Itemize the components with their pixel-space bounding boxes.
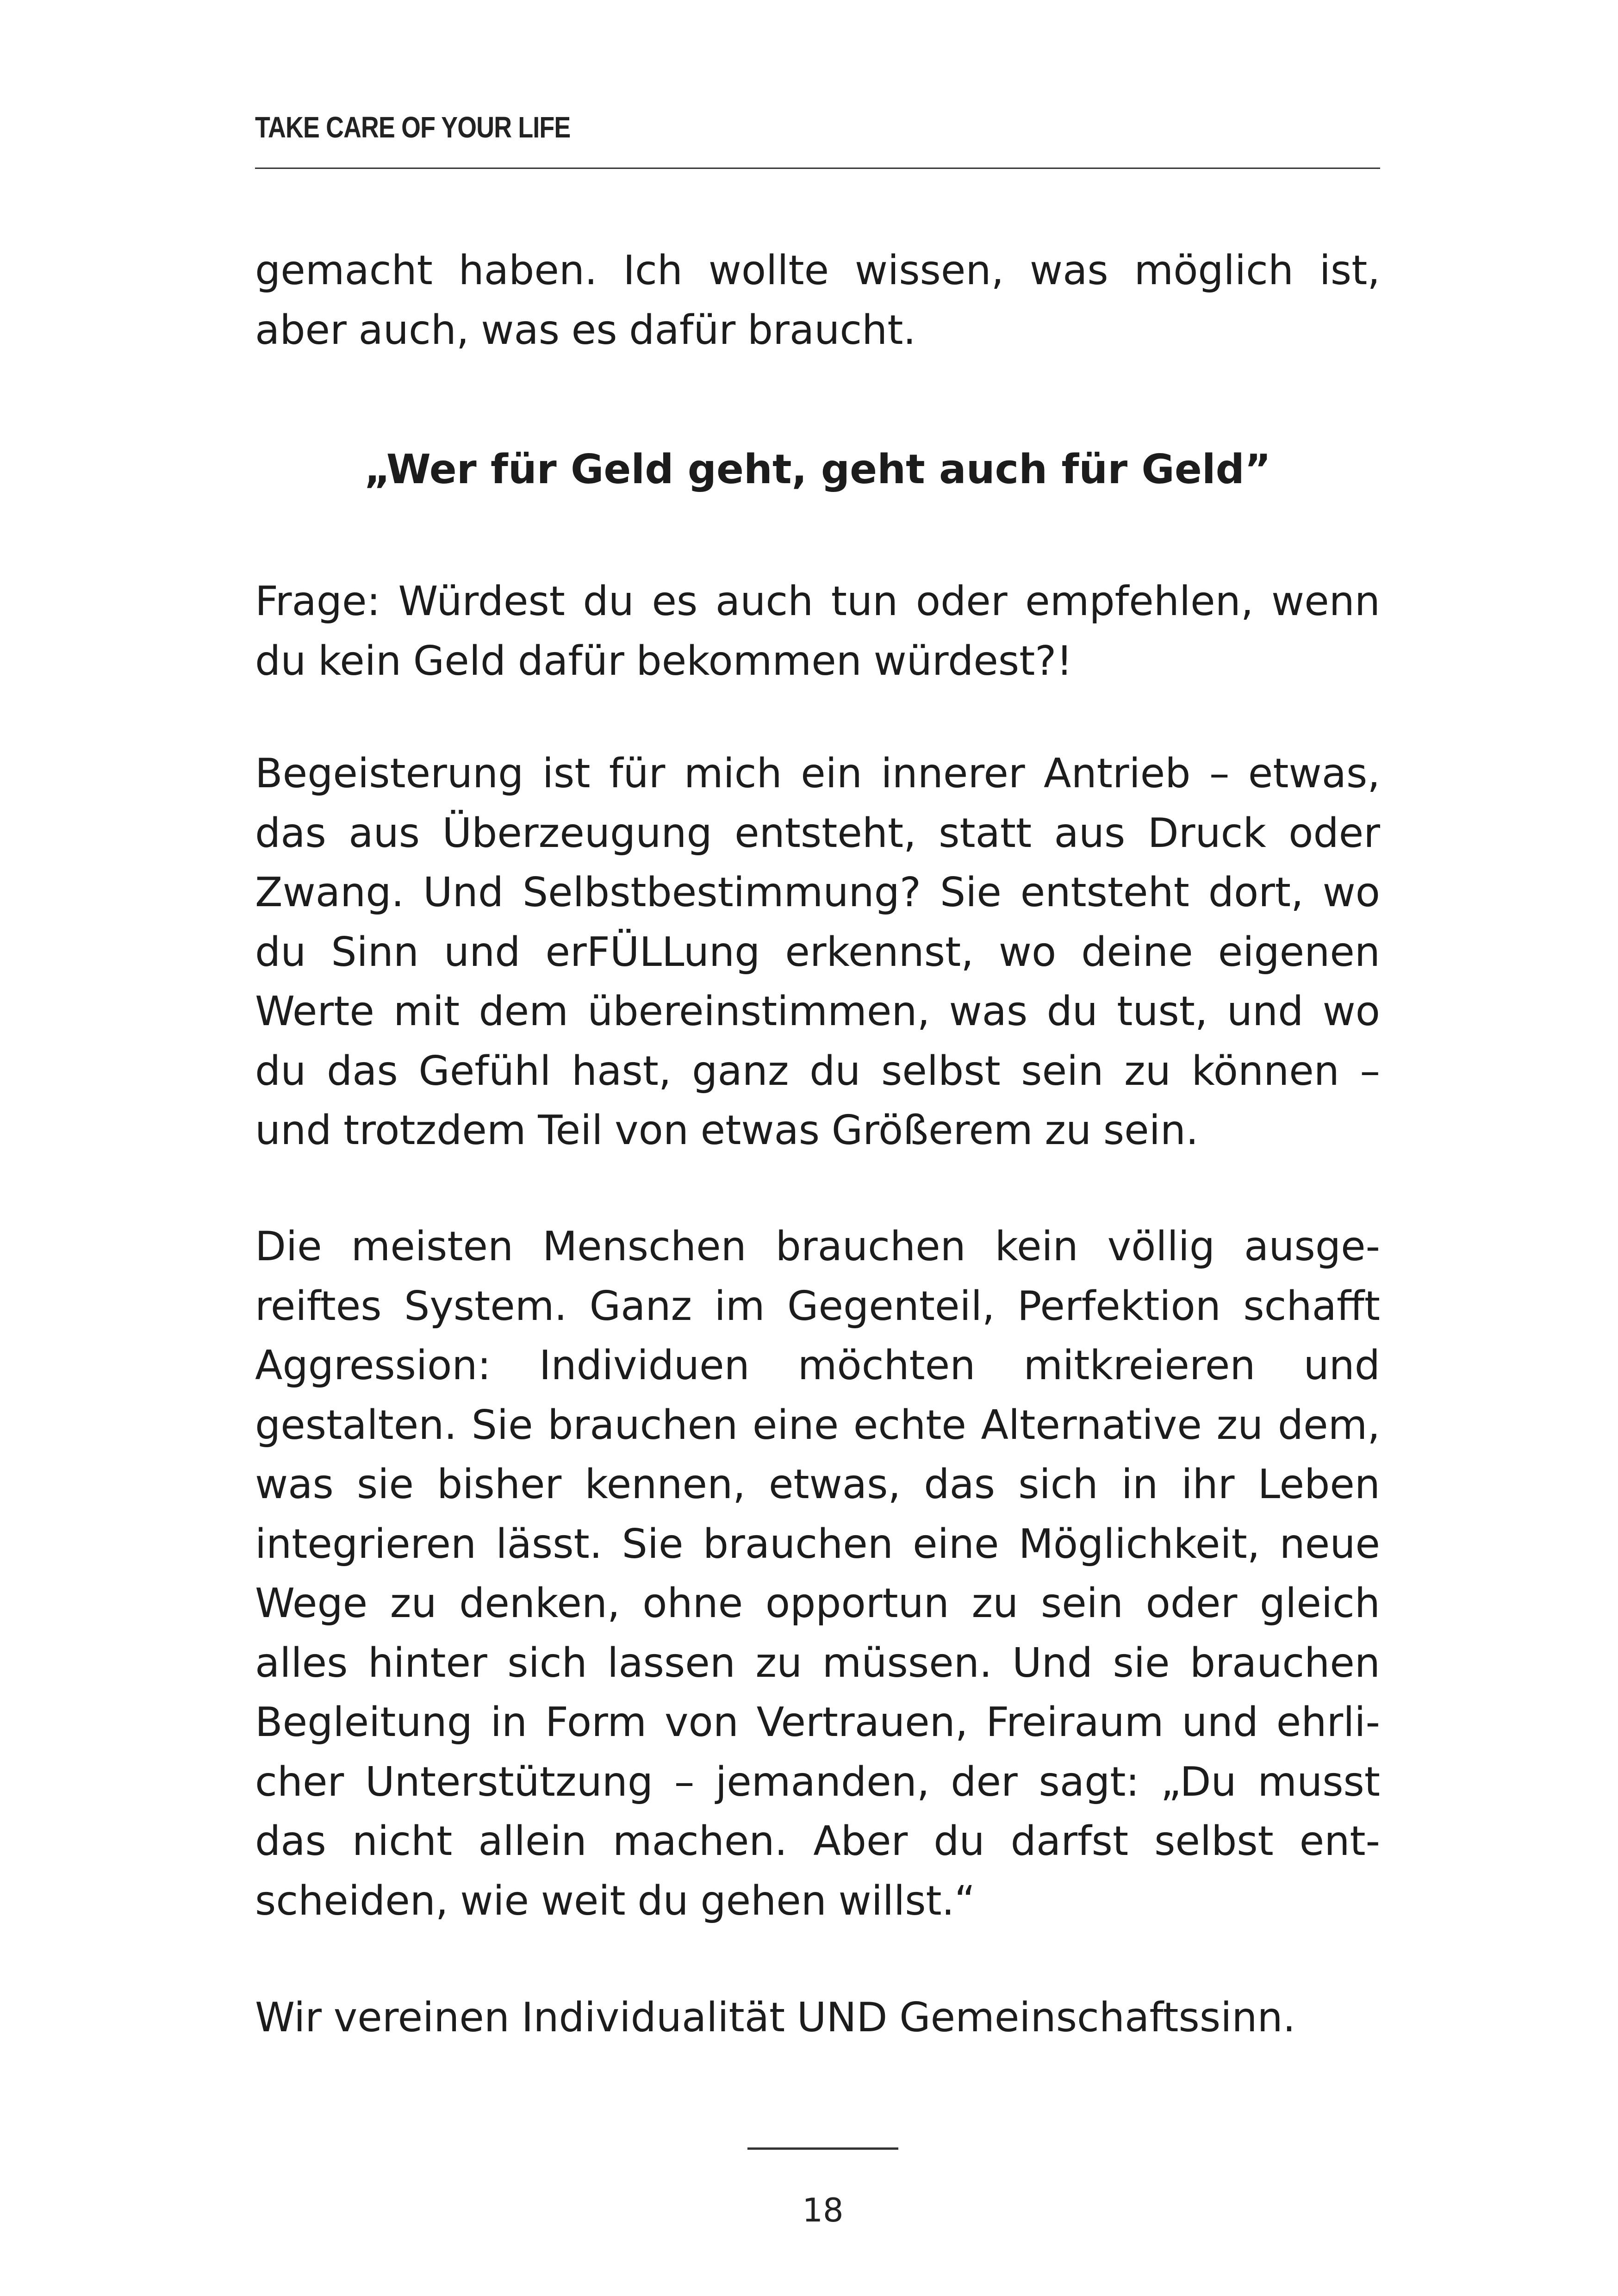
header-rule [255, 168, 1380, 169]
paragraph-5: Wir vereinen Individualität UND Gemeinschaftssinn. [255, 1994, 1296, 2041]
running-head: TAKE CARE OF YOUR LIFE [255, 111, 571, 144]
paragraph-2: Frage: Würdest du es auch tun oder empfehlen, wenn du kein Geld dafür bekommen würdest?! [255, 578, 1380, 684]
footer-rule [747, 2147, 898, 2150]
paragraph-4: Die meisten Menschen brauchen kein völlig ausgereiftes System. Ganz im Gegenteil, Perfektion schafft Aggression: Individuen möchten mitkreieren und gestalten. Sie brauchen eine echte Alternative zu dem, was sie bisher kennen, etwas, das sich in ihr Leben integrieren lässt. Sie brauchen eine Möglichkeit, neue Wege zu denken, ohne opportun zu sein oder gleich alles hinter sich lassen zu müssen. Und sie brauchen Begleitung in Form von Vertrauen, Freiraum und ehrlicher Unterstützung – jemanden, der sagt: „Du musst das nicht allein machen. Aber du darfst selbst entscheiden, wie weit du gehen willst.“ [255, 1223, 1380, 1924]
paragraph-1: gemacht haben. Ich wollte wissen, was möglich ist, aber auch, was es dafür braucht. [255, 247, 1380, 354]
page-number: 18 [802, 2191, 844, 2229]
paragraph-3: Begeisterung ist für mich ein innerer Antrieb – etwas, das aus Überzeugung entsteht, statt aus Druck oder Zwang. Und Selbstbestimmung? Sie entsteht dort, wo du Sinn und erFÜLLung erkennst, wo deine eigenen Werte mit dem übereinstimmen, was du tust, und wo du das Gefühl hast, ganz du selbst sein zu können – und trotzdem Teil von etwas Größerem zu sein. [255, 750, 1380, 1154]
section-heading: „Wer für Geld geht, geht auch für Geld” [364, 446, 1271, 493]
